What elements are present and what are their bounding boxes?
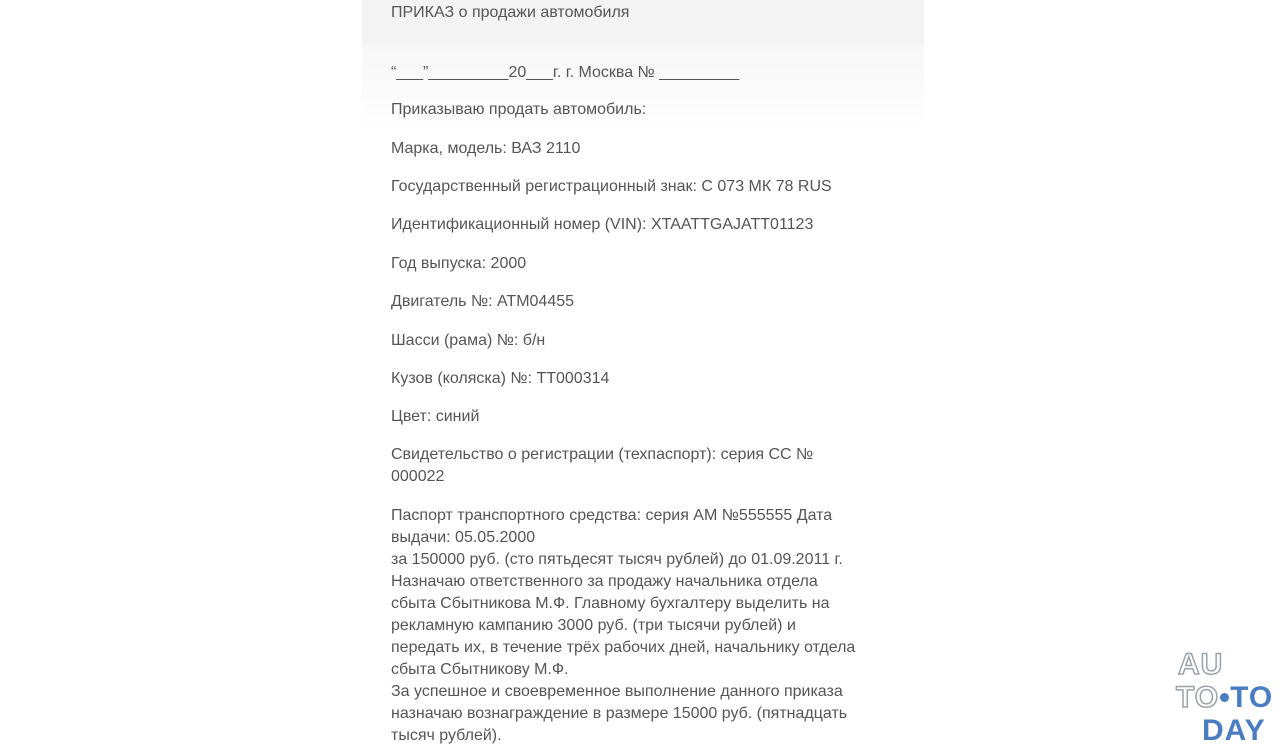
registration-certificate: Свидетельство о регистрации (техпаспорт): серия СС № 000022 [391, 446, 814, 485]
field-body: Кузов (коляска) №: ТТ000314 [391, 370, 610, 387]
field-vin: Идентификационный номер (VIN): XTAATTGAJATT01123 [391, 216, 814, 233]
field-color: Цвет: синий [391, 408, 480, 425]
logo-line-3: DAY [1202, 714, 1266, 747]
logo-line-2 [1176, 681, 1273, 714]
intro-text: Приказываю продать автомобиль: [391, 101, 647, 118]
field-chassis: Шасси (рама) №: б/н [391, 332, 546, 349]
logo-line-2-right: TO [1230, 681, 1274, 714]
field-year: Год выпуска: 2000 [391, 255, 527, 272]
field-make-model: Марка, модель: ВАЗ 2110 [391, 140, 581, 157]
logo-dot-icon [1220, 693, 1229, 702]
document-page [362, 0, 924, 750]
document-title: ПРИКАЗ о продажи автомобиля [391, 4, 630, 21]
date-line: “___”_________20___г. г. Москва № _________ [391, 64, 740, 81]
field-registration-plate: Государственный регистрационный знак: С 073 МК 78 RUS [391, 178, 832, 195]
logo-line-2-left: TO [1176, 681, 1220, 714]
field-engine: Двигатель №: АТМ04455 [391, 293, 575, 310]
autotoday-logo [1174, 648, 1278, 748]
logo-line-1: AU [1178, 648, 1224, 681]
passport-paragraph: Паспорт транспортного средства: серия АМ №555555 Дата выдачи: 05.05.2000 за 150000 руб. (сто пятьдесят тысяч рублей) до 01.09.2011 г. Назначаю ответственного за продажу начальника отдела сбыта Сбытникова М.Ф. Главному бухгалтеру выделить на рекламную кампанию 3000 руб. (три тысячи рублей) и передать их, в течение трёх рабочих дней, начальнику отдела сбыта Сбытникову М.Ф. За успешное и своевременное выполнение данного приказа назначаю вознаграждение в размере 15000 руб. (пятнадцать тысяч рублей). [391, 507, 856, 744]
